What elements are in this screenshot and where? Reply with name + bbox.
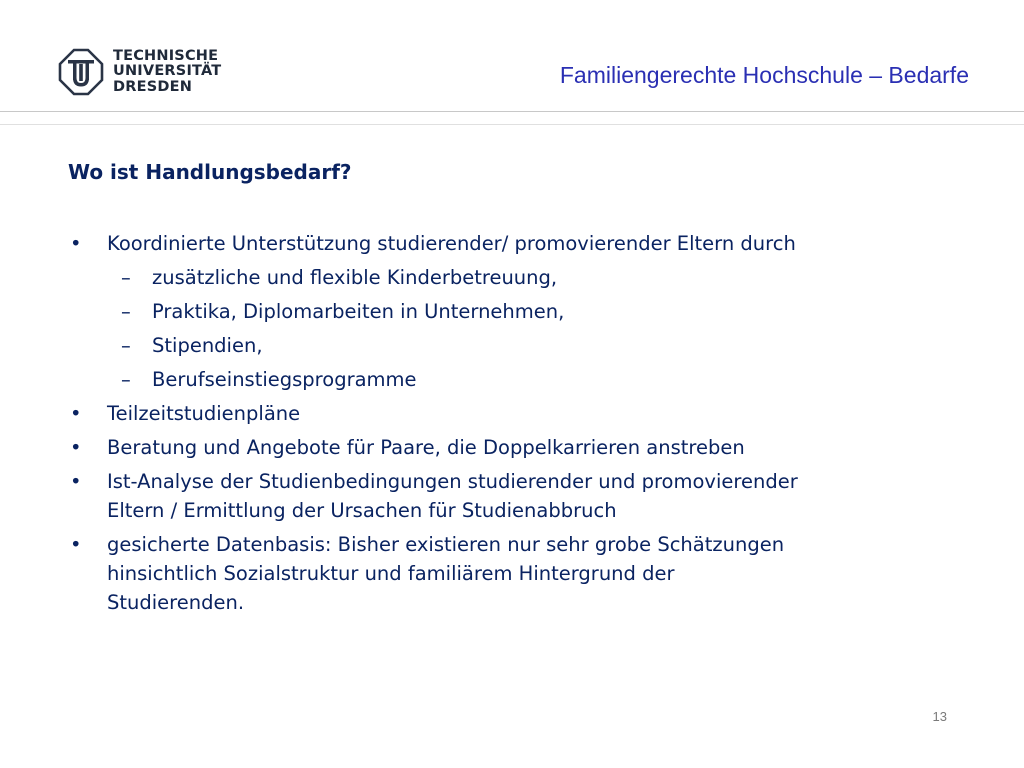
- bullet-text: Teilzeitstudienpläne: [107, 402, 301, 425]
- sub-bullet-item: – zusätzliche und flexible Kinderbetreuung,: [107, 263, 988, 292]
- bullet-text: Beratung und Angebote für Paare, die Doppelkarrieren anstreben: [107, 436, 745, 459]
- bullet-text: Koordinierte Unterstützung studierender/ promovierender Eltern durch: [107, 232, 796, 255]
- sub-bullet-item: – Berufseinstiegsprogramme: [107, 365, 988, 394]
- sub-bullet-item: – Stipendien,: [107, 331, 988, 360]
- bullet-list: [68, 229, 988, 617]
- logo-line-2: UNIVERSITÄT: [113, 63, 222, 80]
- slide-content: [68, 229, 988, 617]
- bullet-item: [68, 399, 988, 428]
- slide-heading: Wo ist Handlungsbedarf?: [68, 160, 352, 184]
- bullet-text-line: Eltern / Ermittlung der Ursachen für Studienabbruch: [107, 499, 617, 522]
- bullet-text-line: • gesicherte Datenbasis: Bisher existieren nur sehr grobe Schätzungen: [107, 533, 785, 556]
- bullet-text-line: Studierenden.: [107, 591, 245, 614]
- bullet-text-line: • Ist-Analyse der Studienbedingungen studierender und promovierender: [107, 470, 798, 493]
- bullet-item: [68, 433, 988, 462]
- logo-wordmark: [113, 49, 221, 96]
- university-logo: [57, 47, 221, 97]
- logo-line-3: DRESDEN: [113, 78, 193, 95]
- header-divider-secondary: [0, 124, 1024, 125]
- bullet-item: [68, 530, 988, 617]
- sub-bullet-item: – Praktika, Diplomarbeiten in Unternehmen,: [107, 297, 988, 326]
- bullet-text-line: hinsichtlich Sozialstruktur und familiärem Hintergrund der: [107, 562, 675, 585]
- bullet-item: [68, 229, 988, 394]
- page-number: 13: [932, 709, 947, 724]
- logo-line-1: TECHNISCHE: [113, 47, 219, 64]
- header-divider: [0, 111, 1024, 112]
- bullet-item: [68, 467, 988, 525]
- slide-title: Familiengerechte Hochschule – Bedarfe: [559, 62, 969, 88]
- sub-bullet-list: [107, 263, 988, 394]
- tu-dresden-logo-icon: [57, 47, 105, 97]
